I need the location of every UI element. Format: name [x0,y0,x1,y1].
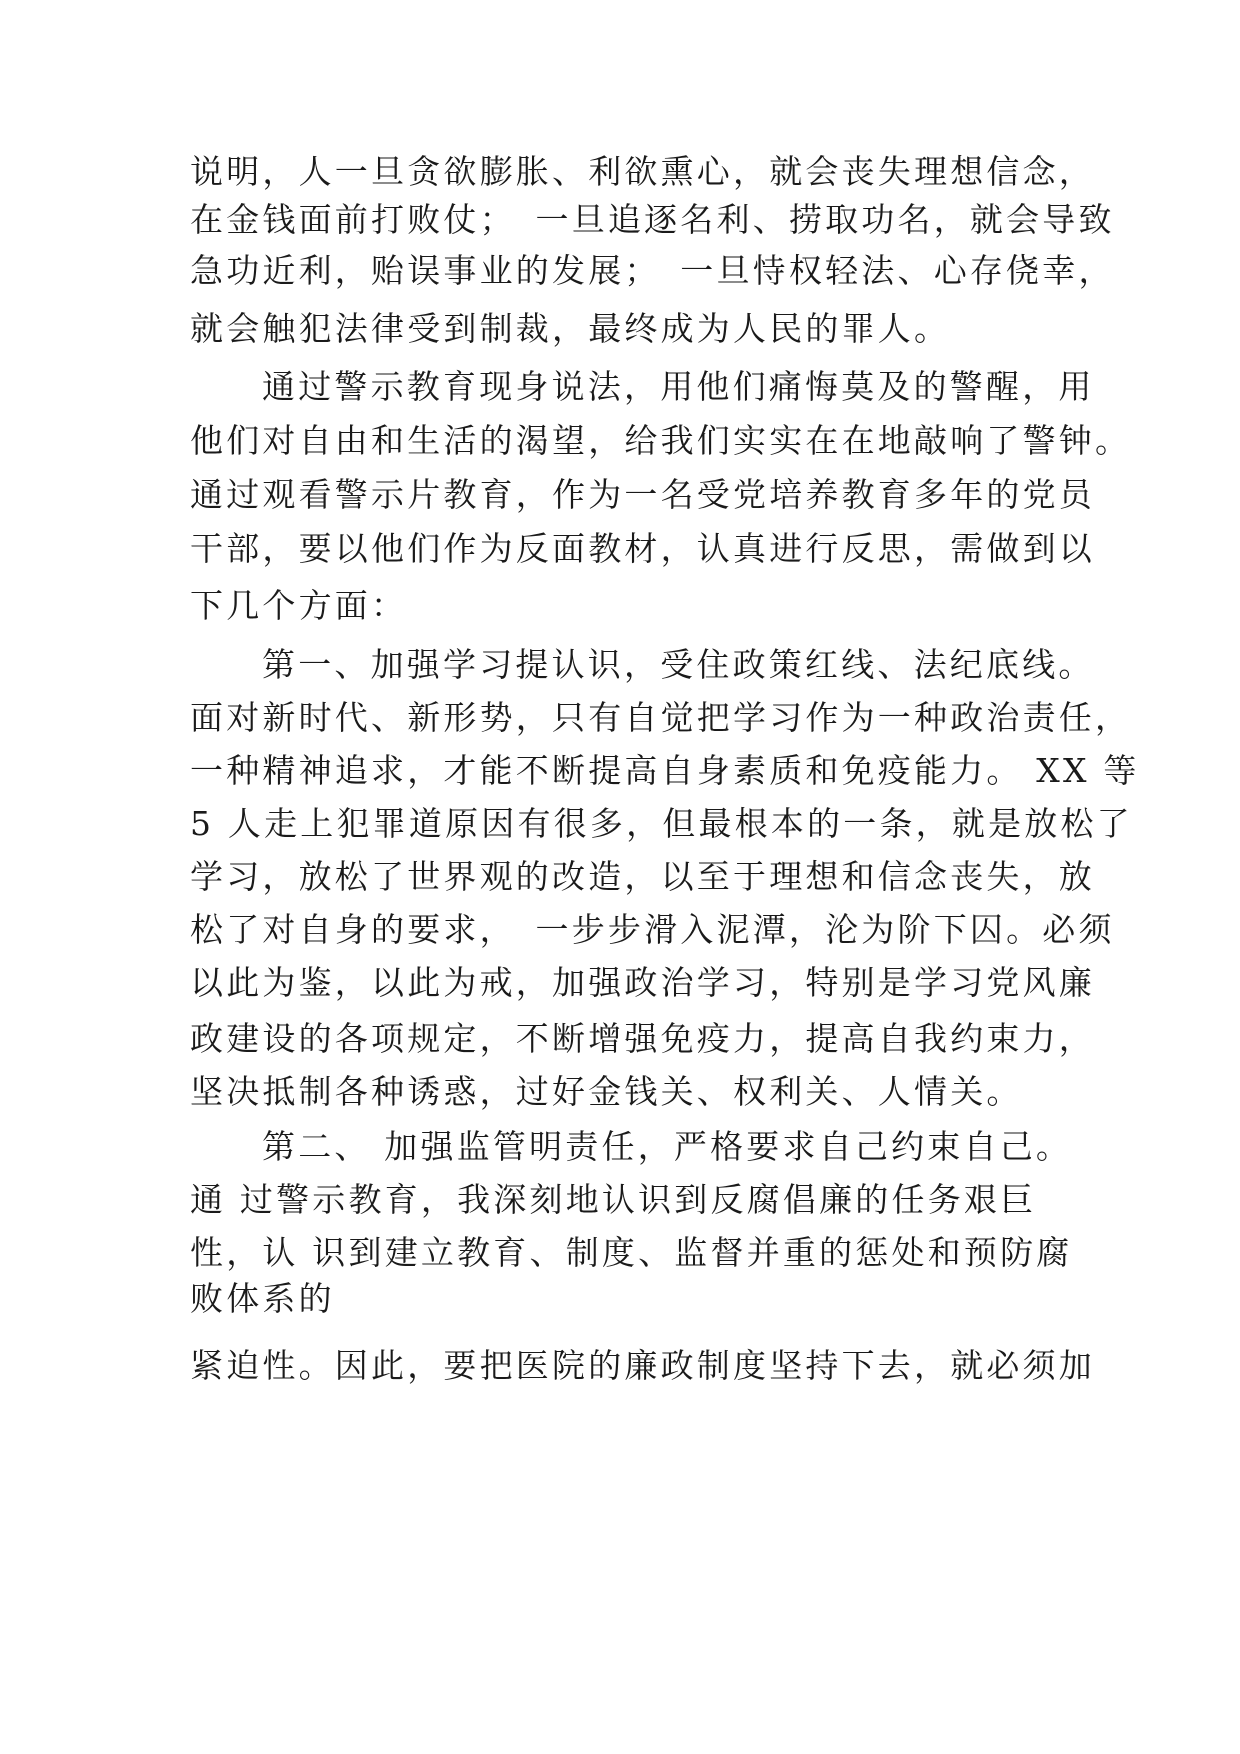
text-line: 坚决抵制各种诱惑，过好金钱关、权利关、人情关。 [190,1072,1023,1111]
text-line: 说明，人一旦贪欲膨胀、利欲熏心，就会丧失理想信念， [190,152,1095,191]
text-line: 败体系的 [190,1279,335,1318]
text-line: 面对新时代、新形势，只有自觉把学习作为一种政治责任， [190,698,1132,737]
text-line: 干部，要以他们作为反面教材，认真进行反思，需做到以 [190,529,1095,568]
text-line: 政建设的各项规定，不断增强免疫力，提高自我约束力， [190,1019,1095,1058]
text-line: 一种精神追求，才能不断提高自身素质和免疫能力。 XX 等 [190,751,1140,790]
text-line: 在金钱面前打败仗； 一旦追逐名利、捞取功名，就会导致 [190,200,1115,239]
text-line: 以此为鉴，以此为戒，加强政治学习，特别是学习党风廉 [190,963,1095,1002]
text-line: 5 人走上犯罪道原因有很多，但最根本的一条，就是放松了 [190,804,1133,843]
text-line: 下几个方面： [190,586,408,625]
section-heading-two: 第二、 加强监管明责任，严格要求自己约束自己。 [262,1127,1073,1166]
section-heading-one: 第一、加强学习提认识，受住政策红线、法纪底线。 [262,645,1095,684]
text-line: 急功近利，贻误事业的发展； 一旦恃权轻法、心存侥幸， [190,251,1115,290]
text-line: 通过观看警示片教育，作为一名受党培养教育多年的党员 [190,475,1095,514]
text-line: 松了对自身的要求， 一步步滑入泥潭，沦为阶下囚。必须 [190,910,1115,949]
text-line: 他们对自由和生活的渴望，给我们实实在在地敲响了警钟。 [190,421,1132,460]
text-line: 通 过警示教育，我深刻地认识到反腐倡廉的任务艰巨 [190,1180,1037,1219]
text-line: 学习，放松了世界观的改造，以至于理想和信念丧失，放 [190,857,1095,896]
paragraph-first-line: 通过警示教育现身说法，用他们痛悔莫及的警醒，用 [262,367,1095,406]
text-line: 紧迫性。因此，要把医院的廉政制度坚持下去，就必须加 [190,1346,1095,1385]
text-line: 性，认 识到建立教育、制度、监督并重的惩处和预防腐 [190,1233,1073,1272]
text-line: 就会触犯法律受到制裁，最终成为人民的罪人。 [190,309,951,348]
